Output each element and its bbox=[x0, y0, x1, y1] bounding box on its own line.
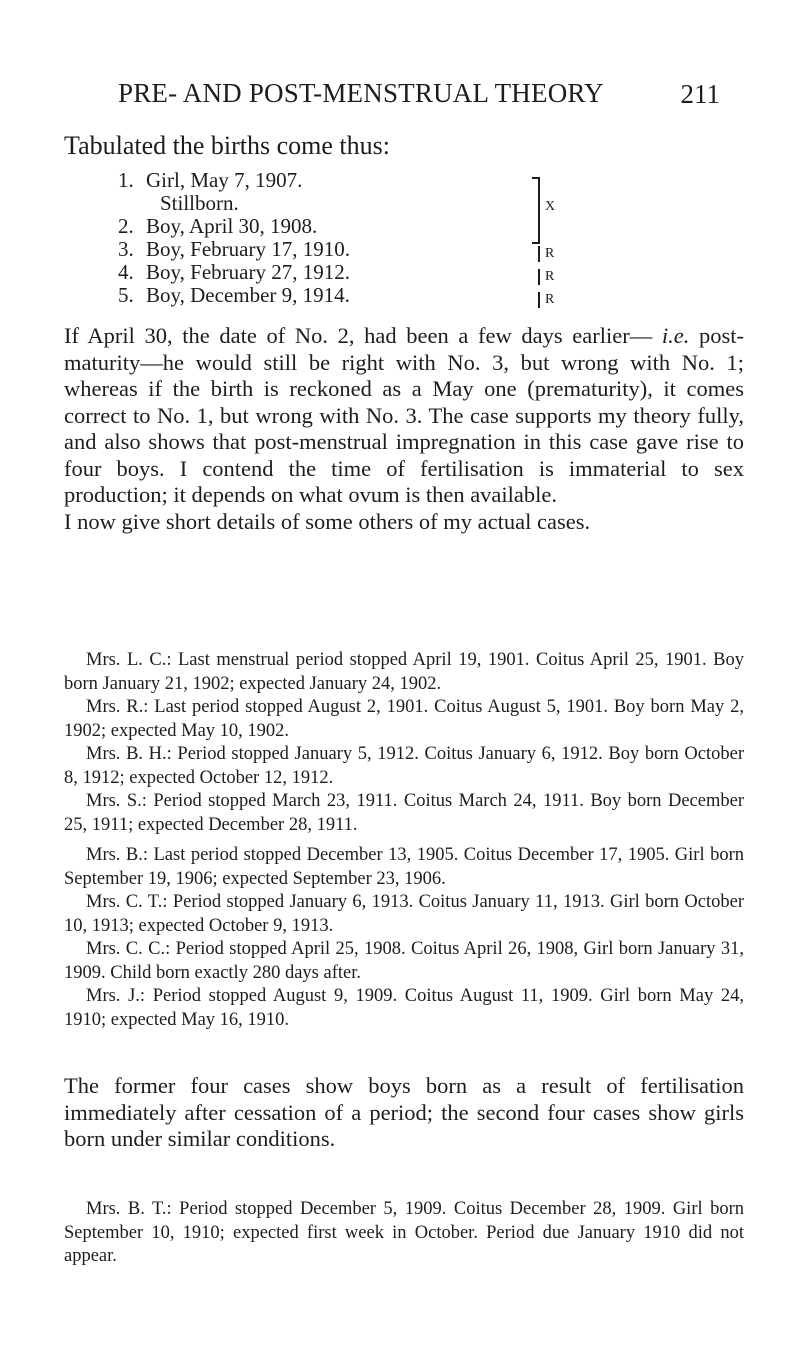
case-entry: Mrs. L. C.: Last menstrual period stopped April 19, 1901. Coitus April 25, 1901. Boy born January 21, 1902; expected January 24, 1902. bbox=[64, 650, 744, 694]
birth-text: Boy, December 9, 1914. bbox=[146, 283, 350, 307]
case-entry: Mrs. B. H.: Period stopped January 5, 1912. Coitus January 6, 1912. Boy born October 8, 1912; expected October 12, 1912. bbox=[64, 744, 744, 788]
case-entry: Mrs. C. T.: Period stopped January 6, 1913. Coitus January 11, 1913. Girl born October 10, 1913; expected October 9, 1913. bbox=[64, 892, 744, 936]
case-list-boys bbox=[64, 649, 744, 837]
paragraph-1 bbox=[64, 323, 744, 509]
body-text-block-2 bbox=[64, 1073, 744, 1153]
case-list-final bbox=[64, 1198, 744, 1269]
birth-continuation: Stillborn. bbox=[160, 191, 239, 215]
case-entry: Mrs. S.: Period stopped March 23, 1911. Coitus March 24, 1911. Boy born December 25, 1911; expected December 28, 1911. bbox=[64, 791, 744, 835]
intro-line: Tabulated the births come thus: bbox=[64, 131, 390, 160]
birth-number: 1. bbox=[118, 168, 134, 192]
paragraph-2: I now give short details of some others of my actual cases. bbox=[64, 508, 591, 534]
case-entry: Mrs. C. C.: Period stopped April 25, 1908. Coitus April 26, 1908, Girl born January 31, 1909. Child born exactly 280 days after. bbox=[64, 939, 744, 983]
bracket-group-1 bbox=[532, 177, 540, 244]
paragraph-1-part-a: If April 30, the date of No. 2, had been a few days earlier— bbox=[64, 323, 653, 348]
bracket-mark-x: X bbox=[545, 199, 556, 214]
page-number: 211 bbox=[680, 79, 720, 109]
bracket-mark-r: R bbox=[545, 269, 555, 284]
case-entry: Mrs. R.: Last period stopped August 2, 1901. Coitus August 5, 1901. Boy born May 2, 1902; expected May 10, 1902. bbox=[64, 697, 744, 741]
bracket-item-4 bbox=[532, 269, 540, 285]
birth-number: 4. bbox=[118, 260, 134, 284]
paragraph-1-part-b: post-maturity—he would still be right with No. 3, but wrong with No. 1; whereas if the birth is reckoned as a May one (prematurity), it comes correct to No. 1, but wrong with No. 3. The case supports my theory fully, and also shows that post-menstrual impregnation in this case gave rise to four boys. I contend the time of fertilisation is immaterial to sex production; it depends on what ovum is then available. bbox=[64, 323, 744, 507]
bracket-mark-r: R bbox=[545, 292, 555, 307]
birth-number: 5. bbox=[118, 283, 134, 307]
case-list-girls bbox=[64, 844, 744, 1032]
paragraph-1-emphasis: i.e. bbox=[661, 323, 690, 348]
bracket-item-3 bbox=[532, 246, 540, 262]
case-entry: Mrs. J.: Period stopped August 9, 1909. Coitus August 11, 1909. Girl born May 24, 1910; expected May 16, 1910. bbox=[64, 986, 744, 1030]
case-entry: Mrs. B. T.: Period stopped December 5, 1909. Coitus December 28, 1909. Girl born September 10, 1910; expected first week in October. Period due January 1910 did not appear. bbox=[64, 1199, 744, 1266]
body-text-block-1 bbox=[64, 323, 744, 535]
running-header bbox=[118, 78, 720, 118]
paragraph-3: The former four cases show boys born as a result of fertilisation immediately after cessation of a period; the second four cases show girls born under similar conditions. bbox=[64, 1073, 744, 1151]
bracket-mark-r: R bbox=[545, 246, 555, 261]
birth-text: Boy, February 17, 1910. bbox=[146, 237, 350, 261]
birth-number: 2. bbox=[118, 214, 134, 238]
birth-text: Boy, February 27, 1912. bbox=[146, 260, 350, 284]
birth-text: Girl, May 7, 1907. bbox=[146, 168, 303, 192]
case-entry: Mrs. B.: Last period stopped December 13, 1905. Coitus December 17, 1905. Girl born September 19, 1906; expected September 23, 1906. bbox=[64, 845, 744, 889]
birth-number: 3. bbox=[118, 237, 134, 261]
bracket-item-5 bbox=[532, 292, 540, 308]
running-title: PRE- AND POST-MENSTRUAL THEORY bbox=[118, 78, 604, 108]
birth-text: Boy, April 30, 1908. bbox=[146, 214, 318, 238]
